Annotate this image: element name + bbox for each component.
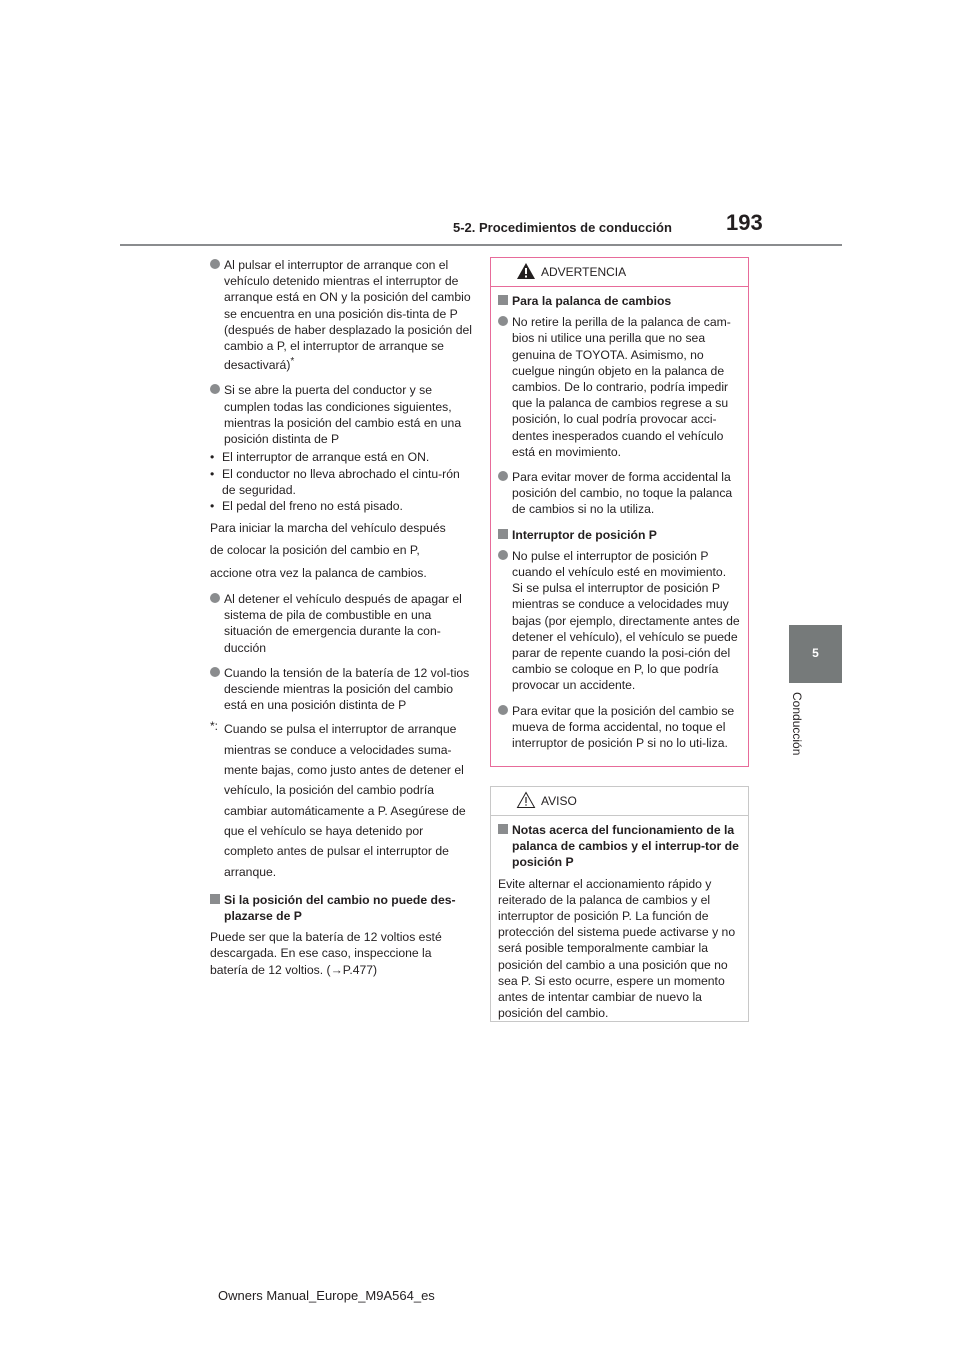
square-bullet-icon [498, 824, 508, 834]
notice-box [490, 786, 749, 1022]
section-title: 5-2. Procedimientos de conducción [453, 220, 672, 235]
subheading-text: Si la posición del cambio no puede des-plazarse de P [224, 892, 456, 923]
bullet-text: Al detener el vehículo después de apagar el sistema de pila de combustible en una situación de emergencia durante la con-ducción [224, 592, 462, 655]
bullet-item [210, 257, 472, 373]
chapter-label-text: Conducción [790, 692, 804, 756]
bullet-dot-icon [498, 550, 508, 560]
paragraph: Puede ser que la batería de 12 voltios esté descargada. En ese caso, inspeccione la batería de 12 voltios. (→P.477) [210, 930, 442, 977]
warning-box [490, 257, 749, 767]
warning-header [491, 258, 748, 287]
bullet-item [210, 665, 472, 714]
bullet-dot-icon [498, 705, 508, 715]
chapter-label [788, 692, 804, 772]
bullet-item [210, 382, 472, 447]
notice-text: Evite alternar el accionamiento rápido y reiterado de la palanca de cambios y el interruptor de posición P. La función de protección del sistema puede activarse y no será posible temporalmente cambiar la posición del cambio a una posición que no sea P. Si esto ocurre, espere un momento antes de intentar cambiar de nuevo la posición del cambio. [498, 876, 736, 1021]
subheading [498, 822, 740, 871]
paragraph-line: accione otra vez la palanca de cambios. [210, 565, 427, 580]
paragraph-line: Para iniciar la marcha del vehículo después [210, 521, 446, 536]
bullet-text: Cuando la tensión de la batería de 12 vol-tios desciende mientras la posición del cambio está en una posición distinta de P [224, 665, 470, 713]
bullet-dot-icon [210, 259, 220, 269]
subheading [498, 293, 740, 309]
bullet-item [210, 591, 472, 656]
bullet-text: Si se abre la puerta del conductor y se cumplen todas las condiciones siguientes, mientras la posición del cambio está en una posición distinta de P [224, 383, 462, 447]
subheading [210, 892, 472, 924]
square-bullet-icon [498, 295, 508, 305]
bullet-item [498, 314, 740, 460]
bullet-item [498, 548, 740, 694]
warning-triangle-icon [516, 262, 536, 280]
sub-item: • El conductor no lleva abrochado el cintu-rón de seguridad. [210, 466, 472, 498]
bullet-text: No retire la perilla de la palanca de cam-bios ni utilice una perilla que no sea genuina de TOYOTA. Asimismo, no cuelgue ningún objeto en la palanca de cambios. De lo contrario, podría impedir que la palanca de cambios regrese a su posición, lo cual podría provocar acci-dentes inesperados cuando el vehículo está en movimiento. [512, 315, 731, 459]
footnote-text: Cuando se pulsa el interruptor de arranque mientras se conduce a velocidades suma-mente bajas, como justo antes de detener el vehículo, la posición del cambio podría cambiar automáticamente a P. Asegúrese de que el vehículo se haya detenido por completo antes de pulsar el interruptor de arranque. [224, 722, 466, 879]
warning-title: ADVERTENCIA [541, 265, 627, 279]
bullet-text: No pulse el interruptor de posición P cuando el vehículo esté en movimiento. Si se pulsa el interruptor de posición P mientras se conduce a velocidades muy bajas (por ejemplo, directamente antes de detener el vehículo), el vehículo se puede parar de repente cuando la posi-ción del cambio se coloque en P, lo que podría provocar un accidente. [512, 548, 740, 693]
footnote-ref: * [290, 356, 295, 368]
bullet-text: Para evitar mover de forma accidental la posición del cambio, no toque la palanca de cambios si no la utiliza. [512, 470, 733, 517]
subheading [498, 527, 740, 543]
footnote [210, 719, 472, 881]
subheading-text: Interruptor de posición P [512, 527, 657, 542]
bullet-item [498, 703, 740, 752]
chapter-number: 5 [812, 646, 819, 660]
square-bullet-icon [210, 894, 220, 904]
warning-body [491, 287, 748, 751]
notice-header [491, 787, 748, 816]
caution-triangle-icon [516, 791, 536, 809]
bullet-text: Para evitar que la posición del cambio se mueva de forma accidental, no toque el interruptor de posición P si no lo uti-liza. [512, 703, 735, 751]
main-column [210, 257, 472, 978]
subheading-text: Para la palanca de cambios [512, 294, 672, 308]
bullet-dot-icon [498, 471, 508, 481]
bullet-item [498, 469, 740, 518]
page-number: 193 [726, 210, 763, 235]
bullet-dot-icon [498, 316, 508, 326]
bullet-dot-icon [210, 667, 220, 677]
subheading-text: Notas acerca del funcionamiento de la palanca de cambios y el interrup-tor de posición P [512, 823, 739, 870]
header-rule [120, 244, 842, 246]
chapter-tab [789, 625, 842, 683]
square-bullet-icon [498, 529, 508, 539]
notice-title: AVISO [541, 794, 577, 808]
sub-item: • El interruptor de arranque está en ON. [210, 449, 472, 465]
sub-item: • El pedal del freno no está pisado. [210, 498, 472, 514]
paragraph-line: de colocar la posición del cambio en P, [210, 543, 420, 558]
bullet-dot-icon [210, 593, 220, 603]
footnote-mark: *: [210, 719, 219, 734]
bullet-dot-icon [210, 384, 220, 394]
notice-body [491, 816, 748, 1021]
footer-text: Owners Manual_Europe_M9A564_es [218, 1288, 435, 1303]
bullet-text: Al pulsar el interruptor de arranque con el vehículo detenido mientras el interruptor de arranque está en ON y la posición del cambio se encuentra en una posición dis-tinta de P (después de haber desplazado la posición del cambio a P, el interruptor de arranque se desactivará) [224, 258, 472, 373]
